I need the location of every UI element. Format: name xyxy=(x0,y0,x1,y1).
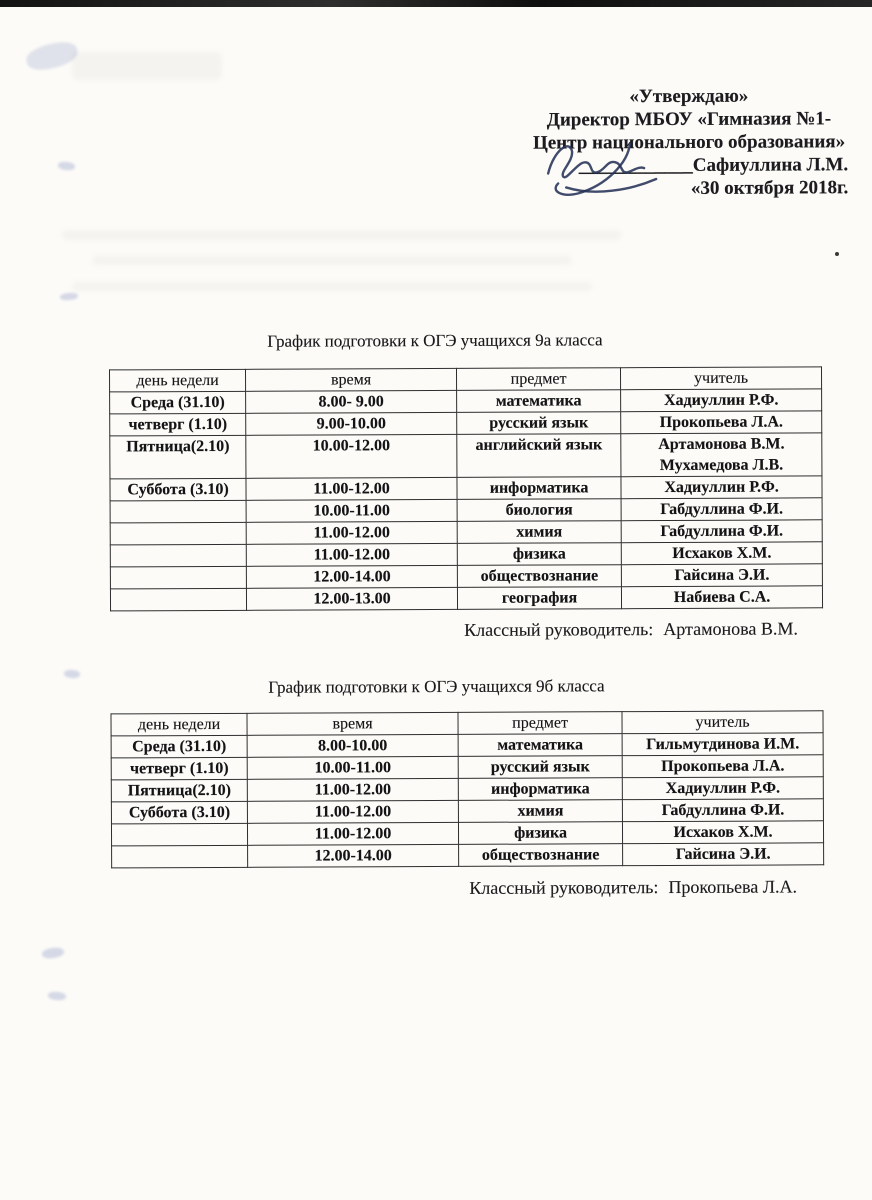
table-cell: география xyxy=(457,587,621,610)
table-cell: Хадиуллин Р.Ф. xyxy=(621,476,822,499)
table-cell: Хадиуллин Р.Ф. xyxy=(622,777,823,800)
table-cell xyxy=(110,500,246,523)
table-row xyxy=(110,520,822,545)
table-cell: обществознание xyxy=(459,844,623,867)
table-cell: математика xyxy=(457,390,621,413)
table-cell: Суббота (3.10) xyxy=(110,478,246,501)
table-cell: 12.00-14.00 xyxy=(248,844,459,867)
table-cell: биология xyxy=(457,499,621,522)
col-header-subject: предмет xyxy=(458,712,622,735)
table-header-row xyxy=(109,367,821,392)
table-cell: информатика xyxy=(458,778,622,801)
table-cell: четверг (1.10) xyxy=(110,413,246,436)
table-row xyxy=(110,476,822,501)
table-cell xyxy=(111,823,247,846)
director-line-2: Центр национального образования» xyxy=(532,131,846,154)
table-cell: Пятница(2.10) xyxy=(111,779,247,802)
table-header-row xyxy=(111,711,823,736)
table-row xyxy=(111,733,823,758)
table-cell: 10.00-12.00 xyxy=(246,434,457,478)
col-header-time: время xyxy=(247,712,458,735)
table-cell: английский язык xyxy=(457,434,621,478)
table-cell: Хадиуллин Р.Ф. xyxy=(621,389,822,412)
table-cell: 12.00-14.00 xyxy=(246,565,457,588)
table-row xyxy=(111,799,823,824)
table-cell: Среда (31.10) xyxy=(111,735,247,758)
approval-date: «30 октября 2018г. xyxy=(690,177,849,199)
table-cell: химия xyxy=(458,800,622,823)
schedule-title-9b: График подготовки к ОГЭ учащихся 9б класса xyxy=(268,676,605,697)
table-cell: Исхаков Х.М. xyxy=(621,542,822,565)
table-cell: Среда (31.10) xyxy=(110,391,246,414)
signatory-name: Сафиуллина Л.М. xyxy=(692,154,849,176)
table-cell: Набиева С.А. xyxy=(621,586,822,609)
table-row xyxy=(110,542,822,567)
table-row xyxy=(110,586,822,611)
handwritten-signature-image xyxy=(532,129,702,210)
table-cell: Габдуллина Ф.И. xyxy=(621,498,822,521)
col-header-subject: предмет xyxy=(456,368,620,391)
table-body-9a xyxy=(110,389,823,611)
table-cell: Габдуллина Ф.И. xyxy=(622,799,823,822)
table-row xyxy=(111,755,823,780)
table-row xyxy=(112,843,824,868)
table-cell: 8.00- 9.00 xyxy=(246,390,457,413)
table-cell: Исхаков Х.М. xyxy=(622,821,823,844)
table-cell: математика xyxy=(458,734,622,757)
table-cell: Прокопьева Л.А. xyxy=(622,755,823,778)
class-teacher-name: Артамонова В.М. xyxy=(663,618,798,640)
table-cell: Гайсина Э.И. xyxy=(623,843,824,866)
class-teacher-label: Классный руководитель: xyxy=(469,877,659,898)
approval-title: «Утверждаю» xyxy=(629,85,749,108)
schedule-table-9a xyxy=(109,366,823,611)
table-cell: физика xyxy=(458,822,622,845)
table-row xyxy=(110,433,822,479)
table-cell: русский язык xyxy=(457,412,621,435)
table-cell: 8.00-10.00 xyxy=(247,734,458,757)
director-line-1: Директор МБОУ «Гимназия №1- xyxy=(546,108,832,131)
table-cell: 12.00-13.00 xyxy=(246,587,457,610)
class-teacher-line-9a xyxy=(464,618,798,640)
table-row xyxy=(111,821,823,846)
table-row xyxy=(110,389,822,414)
table-cell: 11.00-12.00 xyxy=(246,543,457,566)
table-cell: Гайсина Э.И. xyxy=(621,564,822,587)
table-row xyxy=(111,777,823,802)
signature-underline: ____________ xyxy=(578,154,693,177)
table-cell: физика xyxy=(457,543,621,566)
table-row xyxy=(110,411,822,436)
table-cell: 10.00-11.00 xyxy=(246,499,457,522)
table-cell: Пятница(2.10) xyxy=(110,435,246,479)
class-teacher-line-9b xyxy=(469,876,797,898)
table-row xyxy=(110,564,822,589)
table-cell: информатика xyxy=(457,477,621,500)
table-cell: 11.00-12.00 xyxy=(247,822,458,845)
table-cell: 9.00-10.00 xyxy=(246,412,457,435)
table-cell: обществознание xyxy=(457,565,621,588)
col-header-teacher: учитель xyxy=(622,711,823,734)
col-header-time: время xyxy=(245,368,456,391)
col-header-day: день недели xyxy=(109,369,245,392)
table-cell: 11.00-12.00 xyxy=(246,521,457,544)
class-teacher-name: Прокопьева Л.А. xyxy=(668,876,798,897)
table-cell: Суббота (3.10) xyxy=(111,801,247,824)
table-row xyxy=(110,498,822,523)
table-cell: Артамонова В.М. Мухамедова Л.В. xyxy=(621,433,822,477)
table-body-9b xyxy=(111,733,824,868)
table-cell: Прокопьева Л.А. xyxy=(621,411,822,434)
table-cell: 11.00-12.00 xyxy=(247,778,458,801)
table-cell: химия xyxy=(457,521,621,544)
table-cell: 11.00-12.00 xyxy=(247,800,458,823)
table-cell: 10.00-11.00 xyxy=(247,756,458,779)
schedule-title-9a: График подготовки к ОГЭ учащихся 9а класса xyxy=(267,330,603,351)
table-cell xyxy=(110,566,246,589)
table-cell: Габдуллина Ф.И. xyxy=(621,520,822,543)
class-teacher-label: Классный руководитель: xyxy=(464,619,654,640)
table-cell xyxy=(112,845,248,868)
col-header-day: день недели xyxy=(111,713,247,736)
col-header-teacher: учитель xyxy=(620,367,821,390)
table-cell: 11.00-12.00 xyxy=(246,477,457,500)
schedule-table-9b xyxy=(110,710,824,868)
table-cell: Гильмутдинова И.М. xyxy=(622,733,823,756)
table-cell xyxy=(110,588,246,611)
table-cell xyxy=(110,544,246,567)
table-cell xyxy=(110,522,246,545)
table-cell: четверг (1.10) xyxy=(111,757,247,780)
table-cell: русский язык xyxy=(458,756,622,779)
